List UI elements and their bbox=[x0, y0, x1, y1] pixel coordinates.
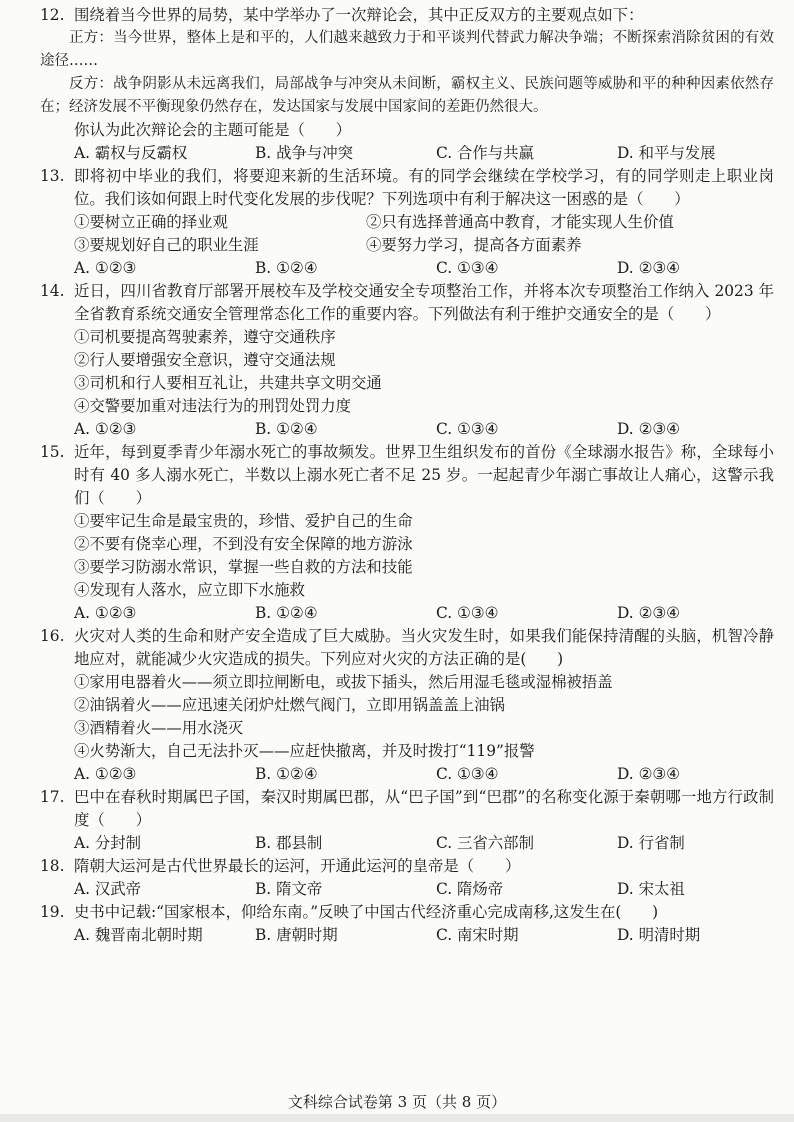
option-c[interactable]: C. 合作与共赢 bbox=[436, 144, 534, 162]
answer-options bbox=[40, 142, 774, 165]
option-d[interactable]: D. ②③④ bbox=[617, 420, 680, 438]
question-16 bbox=[40, 625, 774, 786]
option-a[interactable]: A. 霸权与反霸权 bbox=[74, 144, 188, 162]
question-18 bbox=[40, 855, 774, 901]
option-b[interactable]: B. 战争与冲突 bbox=[255, 144, 354, 162]
answer-options bbox=[40, 924, 774, 947]
statement-1: ①家用电器着火——须立即拉闸断电，或拔下插头，然后用湿毛毯或湿棉被捂盖 bbox=[74, 673, 613, 691]
statement-1: ①要牢记生命是最宝贵的，珍惜、爱护自己的生命 bbox=[74, 512, 413, 530]
debate-con-view: 反方：战争阴影从未远离我们，局部战争与冲突从未间断，霸权主义、民族问题等威胁和平的种种因素依然存在；经济发展不平衡现象仍然存在，发达国家与发展中国家间的差距仍然很大。 bbox=[40, 76, 774, 115]
question-15 bbox=[40, 441, 774, 625]
statement-2: ②油锅着火——应迅速关闭炉灶燃气阀门，立即用锅盖盖上油锅 bbox=[74, 696, 505, 714]
question-19 bbox=[40, 901, 774, 947]
option-d[interactable]: D. ②③④ bbox=[617, 259, 680, 277]
option-d[interactable]: D. 行省制 bbox=[617, 834, 685, 852]
answer-options bbox=[40, 418, 774, 441]
option-c[interactable]: C. 隋炀帝 bbox=[436, 880, 504, 898]
statement-2: ②只有选择普通高中教育，才能实现人生价值 bbox=[366, 213, 674, 231]
statement-4: ④要努力学习，提高各方面素养 bbox=[366, 236, 582, 254]
option-c[interactable]: C. ①③④ bbox=[436, 765, 499, 783]
option-a[interactable]: A. ①②③ bbox=[74, 765, 137, 783]
answer-options bbox=[40, 763, 774, 786]
question-number: 18. bbox=[40, 857, 65, 875]
answer-options bbox=[40, 832, 774, 855]
question-stem: 火灾对人类的生命和财产安全造成了巨大威胁。当火灾发生时，如果我们能保持清醒的头脑，机智冷静地应对，就能减少火灾造成的损失。下列应对火灾的方法正确的是( ) bbox=[74, 627, 774, 668]
option-a[interactable]: A. ①②③ bbox=[74, 259, 137, 277]
option-b[interactable]: B. 郡县制 bbox=[255, 834, 323, 852]
question-12 bbox=[40, 4, 774, 165]
page-footer: 文科综合试卷第 3 页（共 8 页） bbox=[287, 1093, 507, 1111]
option-d[interactable]: D. 明清时期 bbox=[617, 926, 701, 944]
question-number: 17. bbox=[40, 788, 65, 806]
option-d[interactable]: D. ②③④ bbox=[617, 765, 680, 783]
answer-options bbox=[40, 257, 774, 280]
statement-3: ③司机和行人要相互礼让，共建共享文明交通 bbox=[74, 374, 382, 392]
option-a[interactable]: A. ①②③ bbox=[74, 604, 137, 622]
statement-row bbox=[40, 234, 774, 257]
option-c[interactable]: C. ①③④ bbox=[436, 604, 499, 622]
question-number: 13. bbox=[40, 167, 65, 185]
statement-row bbox=[40, 211, 774, 234]
statement-1: ①司机要提高驾驶素养，遵守交通秩序 bbox=[74, 328, 336, 346]
option-b[interactable]: B. 唐朝时期 bbox=[255, 926, 338, 944]
answer-options bbox=[40, 602, 774, 625]
option-b[interactable]: B. ①②④ bbox=[255, 765, 318, 783]
option-c[interactable]: C. ①③④ bbox=[436, 420, 499, 438]
option-d[interactable]: D. ②③④ bbox=[617, 604, 680, 622]
question-stem: 即将初中毕业的我们，将要迎来新的生活环境。有的同学会继续在学校学习，有的同学则走上职业岗位。我们该如何跟上时代变化发展的步伐呢？下列选项中有利于解决这一困惑的是（ ） bbox=[74, 167, 774, 208]
option-a[interactable]: A. 魏晋南北朝时期 bbox=[74, 926, 203, 944]
option-b[interactable]: B. ①②④ bbox=[255, 604, 318, 622]
question-stem: 近日，四川省教育厅部署开展校车及学校交通安全专项整治工作，并将本次专项整治工作纳入 2023 年全省教育系统交通安全管理常态化工作的重要内容。下列做法有利于维护交通安全的是（ ） bbox=[74, 282, 774, 323]
question-stem: 隋朝大运河是古代世界最长的运河，开通此运河的皇帝是（ ） bbox=[74, 857, 521, 875]
question-number: 16. bbox=[40, 627, 65, 645]
question-number: 15. bbox=[40, 443, 65, 461]
question-number: 19. bbox=[40, 903, 65, 921]
option-c[interactable]: C. 南宋时期 bbox=[436, 926, 519, 944]
statement-1: ①要树立正确的择业观 bbox=[74, 213, 228, 231]
question-number: 14. bbox=[40, 282, 65, 300]
option-c[interactable]: C. 三省六部制 bbox=[436, 834, 534, 852]
question-17 bbox=[40, 786, 774, 855]
option-a[interactable]: A. 汉武帝 bbox=[74, 880, 142, 898]
option-d[interactable]: D. 和平与发展 bbox=[617, 144, 716, 162]
question-13 bbox=[40, 165, 774, 280]
statement-4: ④发现有人落水，应立即下水施救 bbox=[74, 581, 305, 599]
statement-3: ③要学习防溺水常识，掌握一些自救的方法和技能 bbox=[74, 558, 413, 576]
option-a[interactable]: A. ①②③ bbox=[74, 420, 137, 438]
statement-3: ③要规划好自己的职业生涯 bbox=[74, 236, 259, 254]
statement-2: ②行人要增强安全意识，遵守交通法规 bbox=[74, 351, 336, 369]
question-stem: 近年，每到夏季青少年溺水死亡的事故频发。世界卫生组织发布的首份《全球溺水报告》称，全球每小时有 40 多人溺水死亡，半数以上溺水死亡者不足 25 岁。一起起青少年溺亡事故让人痛心，这警示我们（ ） bbox=[74, 443, 774, 507]
statement-4: ④交警要加重对违法行为的刑罚处罚力度 bbox=[74, 397, 352, 415]
statement-4: ④火势渐大，自己无法扑灭——应赶快撤离，并及时拨打“119”报警 bbox=[74, 742, 535, 760]
option-d[interactable]: D. 宋太祖 bbox=[617, 880, 685, 898]
answer-options bbox=[40, 878, 774, 901]
statement-2: ②不要有侥幸心理，不到没有安全保障的地方游泳 bbox=[74, 535, 413, 553]
question-stem: 围绕着当今世界的局势，某中学举办了一次辩论会，其中正反双方的主要观点如下： bbox=[74, 6, 644, 24]
question-ask: 你认为此次辩论会的主题可能是（ ） bbox=[74, 121, 352, 139]
option-b[interactable]: B. 隋文帝 bbox=[255, 880, 323, 898]
question-stem: 巴中在春秋时期属巴子国，秦汉时期属巴郡，从“巴子国”到“巴郡”的名称变化源于秦朝哪一地方行政制度（ ） bbox=[74, 788, 774, 829]
option-b[interactable]: B. ①②④ bbox=[255, 259, 318, 277]
option-b[interactable]: B. ①②④ bbox=[255, 420, 318, 438]
debate-pro-view: 正方：当今世界，整体上是和平的，人们越来越致力于和平谈判代替武力解决争端；不断探索消除贫困的有效途径…… bbox=[40, 30, 774, 69]
question-number: 12. bbox=[40, 6, 65, 24]
statement-3: ③酒精着火——用水浇灭 bbox=[74, 719, 244, 737]
question-list bbox=[40, 4, 774, 947]
question-stem: 史书中记载:“国家根本，仰给东南。”反映了中国古代经济重心完成南移,这发生在( ) bbox=[74, 903, 659, 921]
bottom-edge bbox=[0, 1114, 794, 1122]
option-a[interactable]: A. 分封制 bbox=[74, 834, 142, 852]
question-14 bbox=[40, 280, 774, 441]
option-c[interactable]: C. ①③④ bbox=[436, 259, 499, 277]
